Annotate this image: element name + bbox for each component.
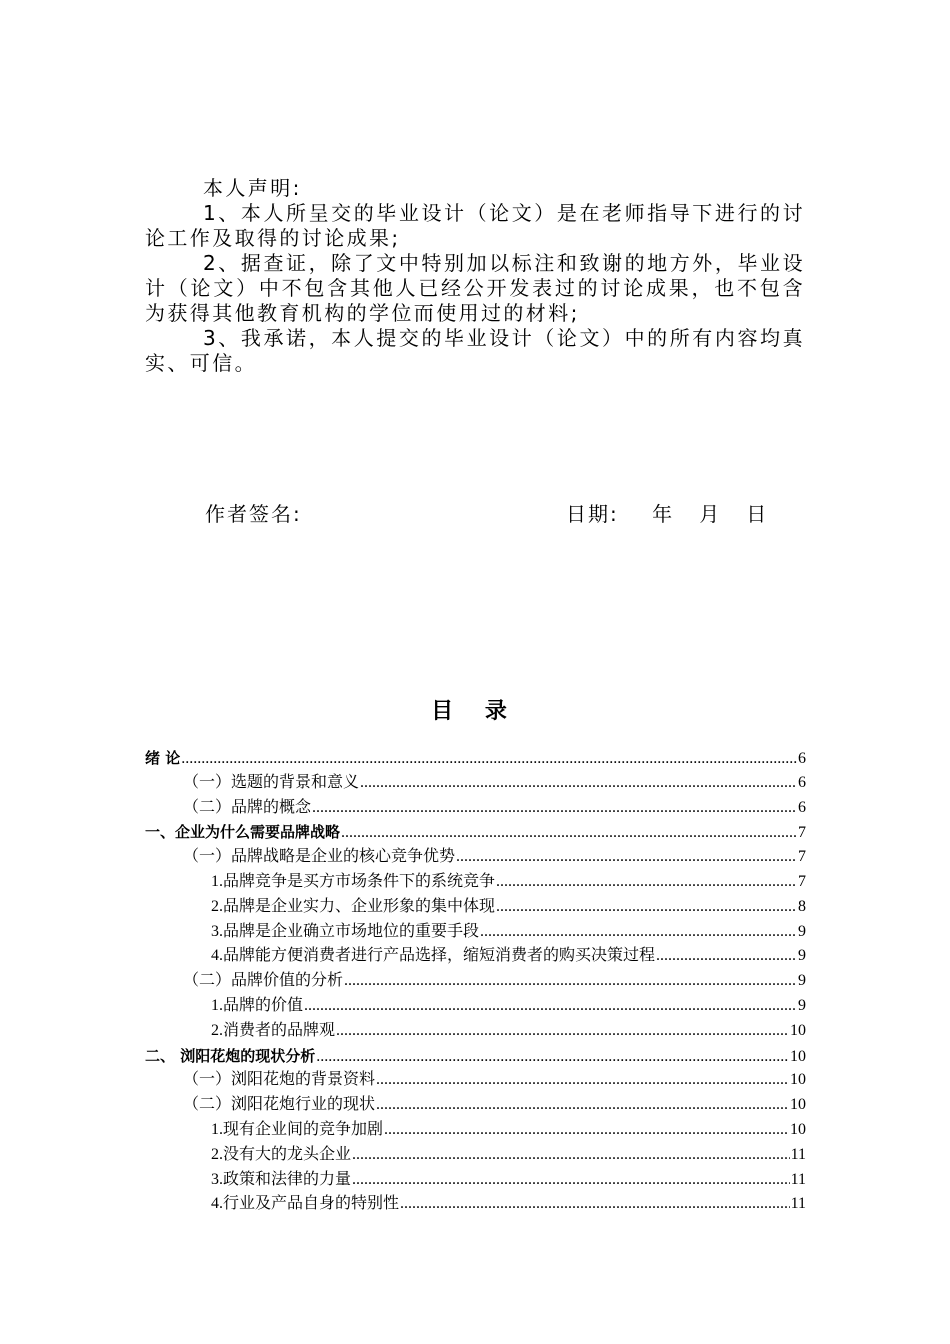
declaration-item-3: 3、我承诺，本人提交的毕业设计（论文）中的所有内容均真实、可信。 — [145, 326, 805, 375]
toc-leader-dots — [336, 1019, 789, 1044]
toc-leader-dots — [496, 895, 797, 920]
toc-leader-dots — [341, 821, 797, 846]
toc-leader-dots — [496, 870, 797, 895]
toc-entry-label: 1.品牌竞争是买方市场条件下的系统竞争 — [211, 872, 496, 890]
author-signature-label: 作者签名: — [205, 502, 302, 526]
toc-entry-page: 11 — [790, 1145, 806, 1163]
toc-entry[interactable] — [145, 1068, 806, 1093]
toc-entry-label: 3.品牌是企业确立市场地位的重要手段 — [211, 922, 480, 940]
toc-entry[interactable] — [145, 845, 806, 870]
toc-entry-label: 2.没有大的龙头企业 — [211, 1145, 352, 1163]
toc-entry-page: 11 — [790, 1195, 806, 1213]
toc-entry-label: （二）品牌价值的分析 — [183, 972, 344, 990]
toc-leader-dots — [376, 1068, 789, 1093]
toc-entry-label: 2.品牌是企业实力、企业形象的集中体现 — [211, 897, 496, 915]
toc-leader-dots — [400, 1192, 790, 1217]
toc-entry[interactable] — [145, 994, 806, 1019]
toc-entry-page: 7 — [798, 824, 806, 842]
toc-entry-page: 10 — [790, 1071, 806, 1089]
toc-entry-label: 3.政策和法律的力量 — [211, 1170, 352, 1188]
toc-leader-dots — [352, 1168, 790, 1193]
toc-entry-page: 10 — [790, 1047, 806, 1065]
toc-leader-dots — [352, 1143, 790, 1168]
declaration-heading: 本人声明: — [203, 176, 302, 200]
toc-entry[interactable] — [145, 1168, 806, 1193]
toc-leader-dots — [304, 994, 797, 1019]
toc-entry-page: 9 — [798, 922, 806, 940]
toc-entry[interactable] — [145, 820, 806, 845]
toc-entry[interactable] — [145, 1044, 806, 1069]
toc-entry-page: 7 — [798, 848, 806, 866]
toc-title: 目 录 — [431, 699, 519, 724]
toc-entry[interactable] — [145, 1118, 806, 1143]
toc-entry-page: 10 — [790, 1021, 806, 1039]
toc-entry-label: 二、 浏阳花炮的现状分析 — [145, 1046, 316, 1065]
toc-leader-dots — [480, 920, 797, 945]
declaration-item-1: 1、本人所呈交的毕业设计（论文）是在老师指导下进行的讨论工作及取得的讨论成果; — [145, 201, 805, 250]
toc-entry-page: 6 — [798, 750, 806, 767]
toc-entry-label: （二）品牌的概念 — [183, 798, 312, 816]
toc-entry-label: 4.行业及产品自身的特别性 — [211, 1195, 400, 1213]
toc-entry-label: （一）品牌战略是企业的核心竞争优势 — [183, 848, 456, 866]
toc-leader-dots — [360, 771, 797, 796]
toc-entry-page: 10 — [790, 1096, 806, 1114]
toc-entry-label: 2.消费者的品牌观 — [211, 1021, 336, 1039]
toc-leader-dots — [656, 944, 797, 969]
toc-leader-dots — [376, 1093, 789, 1118]
toc-leader-dots — [181, 747, 797, 772]
toc-entry[interactable] — [145, 944, 806, 969]
toc-entry[interactable] — [145, 969, 806, 994]
toc-entry-label: （二）浏阳花炮行业的现状 — [183, 1096, 376, 1114]
toc-entry-page: 6 — [798, 773, 806, 791]
toc-entry-page: 7 — [798, 872, 806, 890]
toc-entry-page: 11 — [790, 1170, 806, 1188]
declaration-block — [145, 176, 805, 376]
date-label: 日期: 年 月 日 — [566, 502, 769, 526]
toc-entry[interactable] — [145, 1093, 806, 1118]
table-of-contents — [145, 746, 806, 1217]
toc-entry[interactable] — [145, 1192, 806, 1217]
toc-entry-page: 9 — [798, 996, 806, 1014]
toc-entry[interactable] — [145, 870, 806, 895]
toc-leader-dots — [344, 969, 797, 994]
toc-entry[interactable] — [145, 920, 806, 945]
toc-entry-page: 9 — [798, 947, 806, 965]
toc-leader-dots — [312, 796, 797, 821]
toc-entry[interactable] — [145, 746, 806, 771]
toc-leader-dots — [456, 845, 797, 870]
toc-entry-label: 4.品牌能方便消费者进行产品选择，缩短消费者的购买决策过程 — [211, 947, 656, 965]
toc-entry-page: 6 — [798, 798, 806, 816]
toc-entry-label: 1.现有企业间的竞争加剧 — [211, 1120, 384, 1138]
toc-entry-label: （一）浏阳花炮的背景资料 — [183, 1071, 376, 1089]
toc-entry-page: 9 — [798, 972, 806, 990]
toc-entry[interactable] — [145, 1019, 806, 1044]
toc-entry[interactable] — [145, 796, 806, 821]
toc-entry-label: 绪 论 — [145, 749, 181, 767]
toc-entry-page: 8 — [798, 897, 806, 915]
toc-entry[interactable] — [145, 1143, 806, 1168]
toc-leader-dots — [384, 1118, 789, 1143]
toc-entry-label: 一、企业为什么需要品牌战略 — [145, 823, 341, 842]
toc-entry-label: （一）选题的背景和意义 — [183, 773, 360, 791]
toc-entry[interactable] — [145, 895, 806, 920]
toc-leader-dots — [316, 1045, 789, 1070]
toc-entry-label: 1.品牌的价值 — [211, 996, 304, 1014]
toc-entry[interactable] — [145, 771, 806, 796]
toc-entry-page: 10 — [790, 1120, 806, 1138]
declaration-item-2: 2、据查证，除了文中特别加以标注和致谢的地方外，毕业设计（论文）中不包含其他人已经公开发表过的讨论成果，也不包含为获得其他教育机构的学位而使用过的材料; — [145, 251, 805, 325]
